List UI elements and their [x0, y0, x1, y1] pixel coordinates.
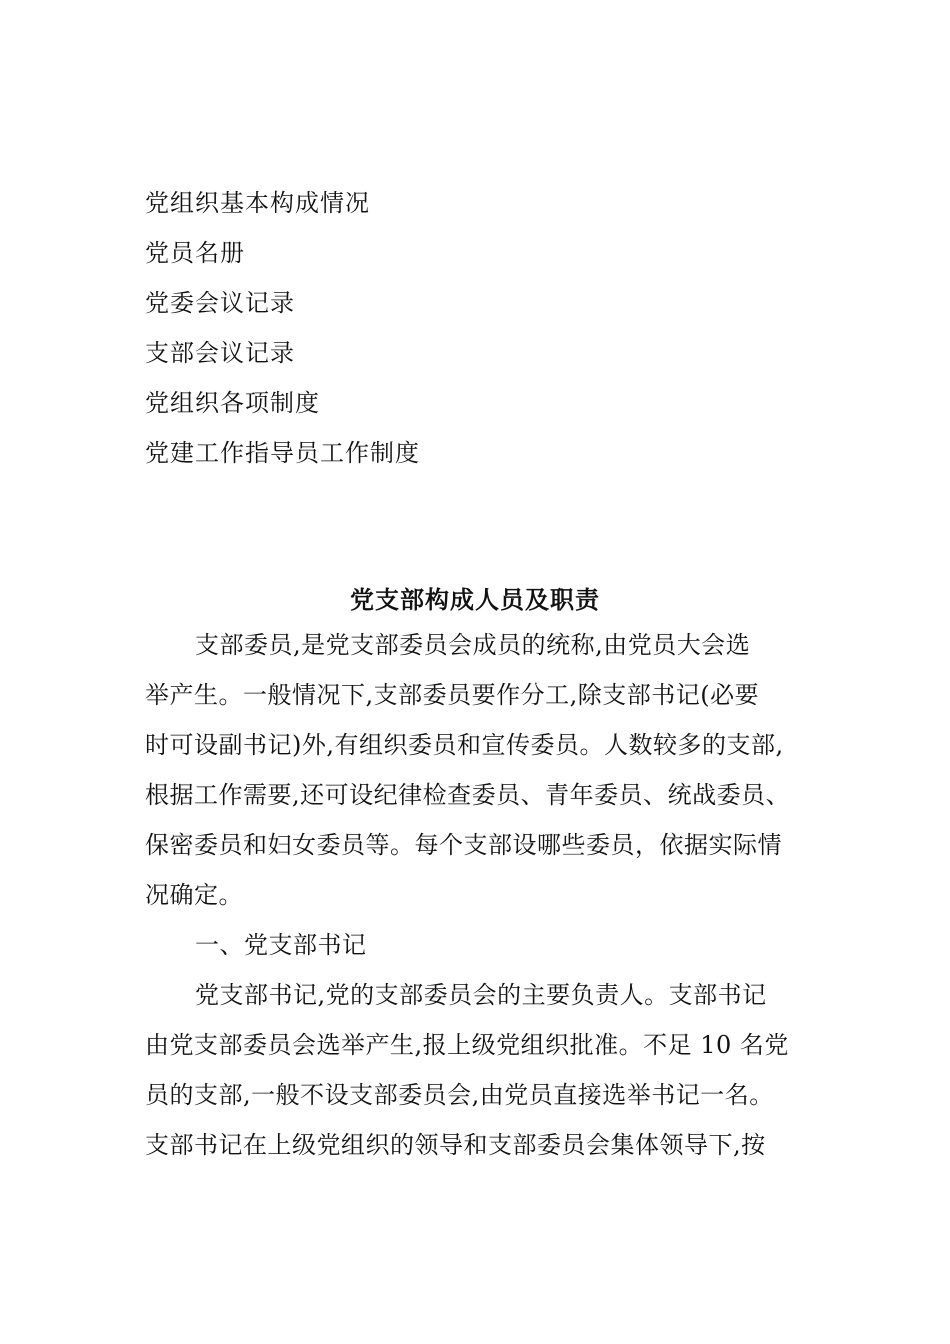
paragraph-committee-members: [145, 620, 825, 920]
contents-item: 党建工作指导员工作制度: [145, 439, 420, 467]
subheading-branch-secretary: 一、党支部书记: [195, 931, 367, 959]
paragraph-line: 员的支部,一般不设支部委员会,由党员直接选举书记一名。: [145, 1081, 774, 1109]
paragraph-line: 党支部书记,党的支部委员会的主要负责人。支部书记: [195, 981, 767, 1009]
paragraph-branch-secretary: [145, 970, 825, 1170]
contents-item: 党组织基本构成情况: [145, 189, 370, 217]
contents-item: 党委会议记录: [145, 289, 295, 317]
paragraph-line: 举产生。一般情况下,支部委员要作分工,除支部书记(必要: [145, 681, 760, 709]
paragraph-line: 保密委员和妇女委员等。每个支部设哪些委员，依据实际情: [145, 831, 782, 859]
contents-item: 党组织各项制度: [145, 389, 320, 417]
paragraph-line: 由党支部委员会选举产生,报上级党组织批准。不足 10 名党: [145, 1031, 789, 1059]
contents-item: 支部会议记录: [145, 339, 295, 367]
paragraph-line: 根据工作需要,还可设纪律检查委员、青年委员、统战委员、: [145, 781, 791, 809]
contents-item: 党员名册: [145, 239, 245, 267]
paragraph-line: 况确定。: [145, 881, 243, 909]
paragraph-line: 支部书记在上级党组织的领导和支部委员会集体领导下,按: [145, 1131, 766, 1159]
section-title: 党支部构成人员及职责: [350, 585, 600, 614]
paragraph-line: 支部委员,是党支部委员会成员的统称,由党员大会选: [195, 631, 751, 659]
subheading-block: [145, 920, 825, 970]
paragraph-line: 时可设副书记)外,有组织委员和宣传委员。人数较多的支部,: [145, 731, 784, 759]
contents-list: [145, 178, 420, 478]
